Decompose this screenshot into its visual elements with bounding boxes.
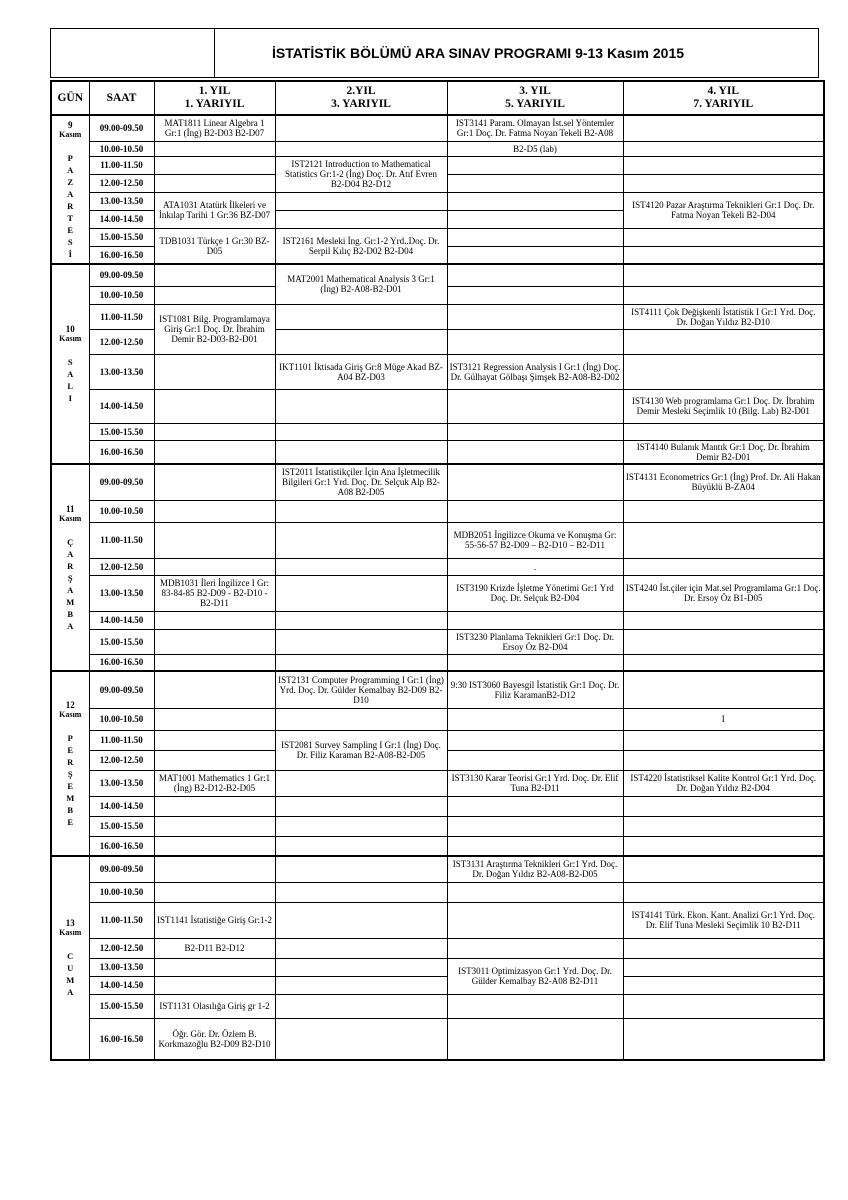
day-name-letter: E bbox=[67, 816, 74, 827]
exam-cell: IST3190 Krizde İşletme Yönetimi Gr:1 Yrd Doç. Dr. Selçuk B2-D04 bbox=[447, 575, 623, 611]
empty-cell bbox=[447, 500, 623, 522]
day-name-letter: Ş bbox=[67, 572, 73, 583]
empty-cell bbox=[447, 264, 623, 286]
header-year-4-yariyil: 7. YARIYIL bbox=[693, 98, 754, 110]
exam-cell: 9:30 IST3060 Bayesgil İstatistik Gr:1 Doç. Dr. Filiz KaramanB2-D12 bbox=[447, 671, 623, 708]
table-row bbox=[51, 575, 824, 611]
empty-cell bbox=[447, 902, 623, 938]
empty-cell bbox=[447, 423, 623, 440]
day-name-letter: A bbox=[67, 987, 74, 997]
table-row bbox=[51, 464, 824, 500]
empty-cell bbox=[275, 796, 447, 816]
header-year-2 bbox=[275, 81, 447, 115]
empty-cell bbox=[623, 629, 824, 654]
day-name-letter: L bbox=[67, 381, 74, 391]
time-cell: 10.00-10.50 bbox=[89, 500, 154, 522]
empty-cell bbox=[154, 958, 275, 976]
header-year-2-yariyil: 3. YARIYIL bbox=[331, 98, 391, 110]
exam-cell: IST1131 Olasılığa Giriş gr 1-2 bbox=[154, 994, 275, 1018]
day-name-letter: E bbox=[67, 744, 74, 755]
time-cell: 13.00-13.50 bbox=[89, 354, 154, 389]
empty-cell bbox=[623, 228, 824, 246]
time-cell: 11.00-11.50 bbox=[89, 730, 154, 750]
time-cell: 12.00-12.50 bbox=[89, 558, 154, 575]
empty-cell bbox=[275, 1018, 447, 1060]
day-name-letter: A bbox=[67, 369, 74, 379]
empty-cell bbox=[275, 902, 447, 938]
exam-cell: IKT1101 İktisada Giriş Gr:8 Müge Akad BZ-A04 BZ-D03 bbox=[275, 354, 447, 389]
empty-cell bbox=[623, 994, 824, 1018]
day-name-letter: R bbox=[67, 756, 74, 767]
exam-cell: IST4120 Pazar Araştırma Teknikleri Gr:1 Doç. Dr. Fatma Noyan Tekeli B2-D04 bbox=[623, 192, 824, 228]
empty-cell bbox=[447, 654, 623, 671]
table-row bbox=[51, 994, 824, 1018]
table-row bbox=[51, 730, 824, 750]
empty-cell bbox=[623, 1018, 824, 1060]
empty-cell bbox=[623, 938, 824, 958]
exam-cell: TDB1031 Türkçe 1 Gr:30 BZ-D05 bbox=[154, 228, 275, 264]
header-year-3 bbox=[447, 81, 623, 115]
exam-cell: IST2011 İstatistikçiler İçin Ana İşletmecilik Bilgileri Gr:1 Yrd. Doç. Dr. Selçuk Alp B2-A08 B2-D05 bbox=[275, 464, 447, 500]
table-row bbox=[51, 816, 824, 836]
empty-cell bbox=[447, 816, 623, 836]
day-cell-friday bbox=[51, 856, 89, 1060]
empty-cell bbox=[447, 464, 623, 500]
empty-cell bbox=[275, 329, 447, 354]
table-row bbox=[51, 423, 824, 440]
table-row bbox=[51, 770, 824, 796]
day-name-letter: Z bbox=[67, 176, 74, 187]
empty-cell bbox=[623, 115, 824, 141]
day-name-letter: M bbox=[66, 975, 75, 985]
empty-cell bbox=[154, 264, 275, 286]
empty-cell bbox=[275, 882, 447, 902]
empty-cell bbox=[154, 750, 275, 770]
empty-cell bbox=[275, 770, 447, 796]
empty-cell bbox=[154, 558, 275, 575]
empty-cell bbox=[623, 156, 824, 174]
empty-cell bbox=[275, 856, 447, 882]
exam-cell: ATA1031 Atatürk İlkeleri ve İnkılap Tarihi 1 Gr:36 BZ-D07 bbox=[154, 192, 275, 228]
empty-cell bbox=[275, 115, 447, 141]
time-cell: 14.00-14.50 bbox=[89, 796, 154, 816]
table-row bbox=[51, 156, 824, 174]
time-cell: 12.00-12.50 bbox=[89, 174, 154, 192]
empty-cell bbox=[447, 1018, 623, 1060]
day-month: Kasım bbox=[59, 709, 82, 719]
day-name-letter: A bbox=[67, 620, 74, 631]
empty-cell bbox=[154, 654, 275, 671]
time-cell: 09.00-09.50 bbox=[89, 671, 154, 708]
table-row bbox=[51, 629, 824, 654]
table-row bbox=[51, 654, 824, 671]
exam-cell: . bbox=[447, 558, 623, 575]
empty-cell bbox=[623, 958, 824, 976]
empty-cell bbox=[154, 671, 275, 708]
day-number: 9 bbox=[68, 119, 73, 130]
time-cell: 15.00-15.50 bbox=[89, 994, 154, 1018]
empty-cell bbox=[447, 210, 623, 228]
table-row bbox=[51, 938, 824, 958]
empty-cell bbox=[623, 750, 824, 770]
day-name-letter: P bbox=[67, 152, 73, 163]
day-name-letter: R bbox=[67, 560, 74, 571]
empty-cell bbox=[275, 141, 447, 156]
empty-cell bbox=[623, 500, 824, 522]
day-month: Kasım bbox=[59, 928, 82, 937]
day-name-letter: M bbox=[66, 596, 75, 607]
empty-cell bbox=[447, 304, 623, 329]
empty-cell bbox=[447, 192, 623, 210]
empty-cell bbox=[275, 558, 447, 575]
table-row bbox=[51, 228, 824, 246]
empty-cell bbox=[623, 856, 824, 882]
day-name-letter: I bbox=[68, 393, 72, 403]
empty-cell bbox=[154, 354, 275, 389]
exam-cell: IST2131 Computer Programming I Gr:1 (İng) Yrd. Doç. Dr. Gülder Kemalbay B2-D09 B2-D10 bbox=[275, 671, 447, 708]
empty-cell bbox=[154, 836, 275, 856]
empty-cell bbox=[447, 796, 623, 816]
exam-cell: IST3130 Karar Teorisi Gr:1 Yrd. Doç. Dr. Elif Tuna B2-D11 bbox=[447, 770, 623, 796]
table-row bbox=[51, 141, 824, 156]
empty-cell bbox=[154, 141, 275, 156]
empty-cell bbox=[275, 575, 447, 611]
empty-cell bbox=[154, 629, 275, 654]
exam-cell: B2-D5 (lab) bbox=[447, 141, 623, 156]
time-cell: 10.00-10.50 bbox=[89, 286, 154, 304]
empty-cell bbox=[154, 389, 275, 423]
time-cell: 11.00-11.50 bbox=[89, 304, 154, 329]
empty-cell bbox=[275, 210, 447, 228]
table-row bbox=[51, 958, 824, 976]
day-name-letter: Ş bbox=[67, 768, 73, 779]
time-cell: 12.00-12.50 bbox=[89, 750, 154, 770]
day-name-letter: A bbox=[67, 584, 74, 595]
exam-cell: MAT2001 Mathematical Analysis 3 Gr:1 (İng) B2-A08-B2-D01 bbox=[275, 264, 447, 304]
time-cell: 10.00-10.50 bbox=[89, 882, 154, 902]
empty-cell bbox=[447, 228, 623, 246]
table-row bbox=[51, 115, 824, 141]
empty-cell bbox=[447, 882, 623, 902]
empty-cell bbox=[623, 816, 824, 836]
table-row bbox=[51, 671, 824, 708]
empty-cell bbox=[275, 304, 447, 329]
exam-cell: B2-D11 B2-D12 bbox=[154, 938, 275, 958]
exam-schedule-table bbox=[50, 80, 825, 1061]
exam-cell: Öğr. Gör. Dr. Özlem B. Korkmazoğlu B2-D09 B2-D10 bbox=[154, 1018, 275, 1060]
day-cell-thursday bbox=[51, 671, 89, 856]
time-cell: 12.00-12.50 bbox=[89, 938, 154, 958]
day-name-letter: Ç bbox=[67, 536, 74, 547]
page-title: İSTATİSTİK BÖLÜMÜ ARA SINAV PROGRAMI 9-13 Kasım 2015 bbox=[272, 45, 685, 61]
empty-cell bbox=[154, 816, 275, 836]
day-number: 11 bbox=[65, 503, 75, 514]
time-cell: 10.00-10.50 bbox=[89, 141, 154, 156]
empty-cell bbox=[447, 611, 623, 629]
empty-cell bbox=[623, 354, 824, 389]
day-month: Kasım bbox=[59, 513, 82, 523]
empty-cell bbox=[623, 286, 824, 304]
time-cell: 13.00-13.50 bbox=[89, 958, 154, 976]
table-row bbox=[51, 440, 824, 464]
exam-cell: MAT1811 Linear Algebra 1 Gr:1 (İng) B2-D03 B2-D07 bbox=[154, 115, 275, 141]
exam-cell: IST4131 Econometrics Gr:1 (İng) Prof. Dr. Ali Hakan Büyüklü B-ZA04 bbox=[623, 464, 824, 500]
empty-cell bbox=[275, 708, 447, 730]
time-cell: 15.00-15.50 bbox=[89, 423, 154, 440]
header-year-4-yil: 4. YIL bbox=[707, 85, 740, 97]
day-name-letter: E bbox=[67, 224, 74, 235]
empty-cell bbox=[447, 329, 623, 354]
empty-cell bbox=[447, 389, 623, 423]
exam-cell: I bbox=[623, 708, 824, 730]
table-row bbox=[51, 611, 824, 629]
day-month: Kasım bbox=[59, 129, 82, 139]
empty-cell bbox=[275, 611, 447, 629]
time-cell: 11.00-11.50 bbox=[89, 902, 154, 938]
empty-cell bbox=[275, 836, 447, 856]
table-row bbox=[51, 882, 824, 902]
empty-cell bbox=[447, 174, 623, 192]
time-cell: 15.00-15.50 bbox=[89, 228, 154, 246]
empty-cell bbox=[623, 836, 824, 856]
empty-cell bbox=[623, 423, 824, 440]
time-cell: 15.00-15.50 bbox=[89, 816, 154, 836]
empty-cell bbox=[154, 882, 275, 902]
empty-cell bbox=[154, 500, 275, 522]
empty-cell bbox=[154, 156, 275, 174]
empty-cell bbox=[275, 816, 447, 836]
table-row bbox=[51, 558, 824, 575]
empty-cell bbox=[154, 522, 275, 558]
time-cell: 09.00-09.50 bbox=[89, 856, 154, 882]
empty-cell bbox=[154, 976, 275, 994]
empty-cell bbox=[447, 750, 623, 770]
empty-cell bbox=[154, 611, 275, 629]
table-row bbox=[51, 192, 824, 210]
day-cell-monday bbox=[51, 115, 89, 264]
empty-cell bbox=[623, 329, 824, 354]
time-cell: 11.00-11.50 bbox=[89, 156, 154, 174]
exam-cell: IST4141 Türk. Ekon. Kant. Analizi Gr:1 Yrd. Doç. Dr. Elif Tuna Mesleki Seçimlik 10 B2-D11 bbox=[623, 902, 824, 938]
exam-cell: IST3131 Araştırma Teknikleri Gr:1 Yrd. Doç. Dr. Doğan Yıldız B2-A08-B2-D05 bbox=[447, 856, 623, 882]
day-name-letter: E bbox=[67, 780, 74, 791]
table-row bbox=[51, 836, 824, 856]
empty-cell bbox=[447, 156, 623, 174]
time-cell: 14.00-14.50 bbox=[89, 611, 154, 629]
empty-cell bbox=[275, 500, 447, 522]
day-month: Kasım bbox=[59, 334, 82, 343]
time-cell: 16.00-16.50 bbox=[89, 654, 154, 671]
empty-cell bbox=[154, 464, 275, 500]
day-name-letter: R bbox=[67, 200, 74, 211]
exam-cell: IST3141 Param. Olmayan İst.sel Yöntemler Gr:1 Doç. Dr. Fatma Noyan Tekeli B2-A08 bbox=[447, 115, 623, 141]
empty-cell bbox=[623, 976, 824, 994]
exam-cell: IST3230 Planlama Teknikleri Gr:1 Doç. Dr. Ersoy Öz B2-D04 bbox=[447, 629, 623, 654]
empty-cell bbox=[447, 708, 623, 730]
empty-cell bbox=[275, 389, 447, 423]
day-name-letter: S bbox=[67, 236, 73, 247]
empty-cell bbox=[275, 976, 447, 994]
day-cell-wednesday bbox=[51, 464, 89, 671]
empty-cell bbox=[154, 423, 275, 440]
empty-cell bbox=[154, 708, 275, 730]
empty-cell bbox=[154, 286, 275, 304]
empty-cell bbox=[275, 192, 447, 210]
empty-cell bbox=[154, 796, 275, 816]
table-row bbox=[51, 304, 824, 329]
empty-cell bbox=[623, 264, 824, 286]
exam-cell: IST3011 Optimizasyon Gr:1 Yrd. Doç. Dr. Gülder Kemalbay B2-A08 B2-D11 bbox=[447, 958, 623, 994]
time-cell: 09.00-09.50 bbox=[89, 115, 154, 141]
empty-cell bbox=[623, 174, 824, 192]
exam-cell: IST3121 Regression Analysis I Gr:1 (İng) Doç. Dr. Gülhayat Gölbaşı Şimşek B2-A08-B2-D02 bbox=[447, 354, 623, 389]
exam-cell: MDB1031 İleri İngilizce I Gr: 83-84-85 B2-D09 - B2-D10 - B2-D11 bbox=[154, 575, 275, 611]
empty-cell bbox=[275, 440, 447, 464]
empty-cell bbox=[154, 856, 275, 882]
exam-cell: IST4240 İst.çiler için Mat.sel Programlama Gr:1 Doç. Dr. Ersoy Öz B1-D05 bbox=[623, 575, 824, 611]
empty-cell bbox=[447, 246, 623, 264]
table-row bbox=[51, 1018, 824, 1060]
exam-cell: IST4111 Çok Değişkenli İstatistik I Gr:1 Yrd. Doç. Dr. Doğan Yıldız B2-D10 bbox=[623, 304, 824, 329]
day-number: 13 bbox=[65, 918, 75, 928]
table-row bbox=[51, 389, 824, 423]
header-row bbox=[51, 81, 824, 115]
empty-cell bbox=[275, 994, 447, 1018]
day-name-letter: A bbox=[67, 548, 74, 559]
header-year-1-yil: 1. YIL bbox=[198, 85, 231, 97]
table-row bbox=[51, 902, 824, 938]
empty-cell bbox=[154, 440, 275, 464]
day-name-letter: S bbox=[67, 357, 73, 367]
time-cell: 11.00-11.50 bbox=[89, 522, 154, 558]
time-cell: 16.00-16.50 bbox=[89, 246, 154, 264]
empty-cell bbox=[623, 522, 824, 558]
empty-cell bbox=[154, 730, 275, 750]
empty-cell bbox=[623, 730, 824, 750]
day-name-letter: U bbox=[67, 963, 74, 973]
day-number: 12 bbox=[65, 699, 75, 710]
table-row bbox=[51, 708, 824, 730]
table-row bbox=[51, 264, 824, 286]
header-year-4 bbox=[623, 81, 824, 115]
exam-cell: MDB2051 İngilizce Okuma ve Konuşma Gr: 55-56-57 B2-D09 – B2-D10 – B2-D11 bbox=[447, 522, 623, 558]
day-name-letter: A bbox=[67, 188, 74, 199]
time-cell: 13.00-13.50 bbox=[89, 770, 154, 796]
empty-cell bbox=[275, 938, 447, 958]
empty-cell bbox=[275, 654, 447, 671]
exam-cell: IST2121 Introduction to Mathematical Statistics Gr:1-2 (İng) Doç. Dr. Atıf Evren B2-D04 B2-D12 bbox=[275, 156, 447, 192]
day-name-letter: B bbox=[67, 804, 74, 815]
time-cell: 16.00-16.50 bbox=[89, 440, 154, 464]
exam-cell: IST4130 Web programlama Gr:1 Doç. Dr. İbrahim Demir Mesleki Seçimlik 10 (Bilg. Lab) B2-D01 bbox=[623, 389, 824, 423]
time-cell: 14.00-14.50 bbox=[89, 210, 154, 228]
empty-cell bbox=[447, 836, 623, 856]
header-gun: GÜN bbox=[51, 81, 89, 115]
empty-cell bbox=[623, 796, 824, 816]
day-number: 10 bbox=[65, 324, 75, 334]
exam-cell: IST2081 Survey Sampling I Gr:1 (İng) Doç. Dr. Filiz Karaman B2-A08-B2-D05 bbox=[275, 730, 447, 770]
empty-cell bbox=[447, 440, 623, 464]
exam-cell: IST1081 Bilg. Programlamaya Giriş Gr:1 Doç. Dr. İbrahim Demir B2-D03-B2-D01 bbox=[154, 304, 275, 354]
time-cell: 14.00-14.50 bbox=[89, 389, 154, 423]
header-year-1-yariyil: 1. YARIYIL bbox=[184, 98, 245, 110]
day-name-letter: M bbox=[66, 792, 75, 803]
time-cell: 16.00-16.50 bbox=[89, 1018, 154, 1060]
empty-cell bbox=[275, 629, 447, 654]
empty-cell bbox=[447, 994, 623, 1018]
title-box bbox=[50, 28, 819, 78]
table-row bbox=[51, 354, 824, 389]
time-cell: 12.00-12.50 bbox=[89, 329, 154, 354]
table-row bbox=[51, 500, 824, 522]
empty-cell bbox=[623, 141, 824, 156]
exam-cell: IST4140 Bulanık Mantık Gr:1 Doç. Dr. İbrahim Demir B2-D01 bbox=[623, 440, 824, 464]
table-row bbox=[51, 522, 824, 558]
time-cell: 10.00-10.50 bbox=[89, 708, 154, 730]
header-year-2-yil: 2.YIL bbox=[346, 85, 376, 97]
day-name-letter: C bbox=[67, 951, 74, 961]
day-name-letter: P bbox=[67, 732, 73, 743]
exam-cell: MAT1001 Mathematics 1 Gr:1 (İng) B2-D12-B2-D05 bbox=[154, 770, 275, 796]
empty-cell bbox=[623, 654, 824, 671]
empty-cell bbox=[623, 611, 824, 629]
header-year-1 bbox=[154, 81, 275, 115]
header-saat: SAAT bbox=[89, 81, 154, 115]
time-cell: 14.00-14.50 bbox=[89, 976, 154, 994]
empty-cell bbox=[275, 522, 447, 558]
table-row bbox=[51, 976, 824, 994]
exam-cell: IST4220 İstatistiksel Kalite Kontrol Gr:1 Yrd. Doç. Dr. Doğan Yıldız B2-D04 bbox=[623, 770, 824, 796]
day-name-letter: T bbox=[67, 212, 74, 223]
table-row bbox=[51, 856, 824, 882]
empty-cell bbox=[447, 286, 623, 304]
day-cell-tuesday bbox=[51, 264, 89, 464]
exam-cell: IST1141 İstatistiğe Giriş Gr:1-2 bbox=[154, 902, 275, 938]
day-name-letter: İ bbox=[68, 248, 72, 259]
empty-cell bbox=[154, 174, 275, 192]
empty-cell bbox=[623, 882, 824, 902]
day-name-letter: B bbox=[67, 608, 74, 619]
empty-cell bbox=[275, 423, 447, 440]
time-cell: 15.00-15.50 bbox=[89, 629, 154, 654]
time-cell: 09.00-09.50 bbox=[89, 264, 154, 286]
time-cell: 16.00-16.50 bbox=[89, 836, 154, 856]
empty-cell bbox=[447, 938, 623, 958]
empty-cell bbox=[275, 958, 447, 976]
time-cell: 13.00-13.50 bbox=[89, 575, 154, 611]
exam-cell: IST2161 Mesleki İng. Gr:1-2 Yrd..Doç. Dr. Serpil Kılıç B2-D02 B2-D04 bbox=[275, 228, 447, 264]
time-cell: 13.00-13.50 bbox=[89, 192, 154, 210]
empty-cell bbox=[623, 558, 824, 575]
empty-cell bbox=[623, 246, 824, 264]
table-row bbox=[51, 796, 824, 816]
empty-cell bbox=[623, 671, 824, 708]
empty-cell bbox=[447, 730, 623, 750]
day-name-letter: A bbox=[67, 164, 74, 175]
header-year-3-yariyil: 5. YARIYIL bbox=[505, 98, 565, 110]
time-cell: 09.00-09.50 bbox=[89, 464, 154, 500]
header-year-3-yil: 3. YIL bbox=[519, 85, 551, 97]
